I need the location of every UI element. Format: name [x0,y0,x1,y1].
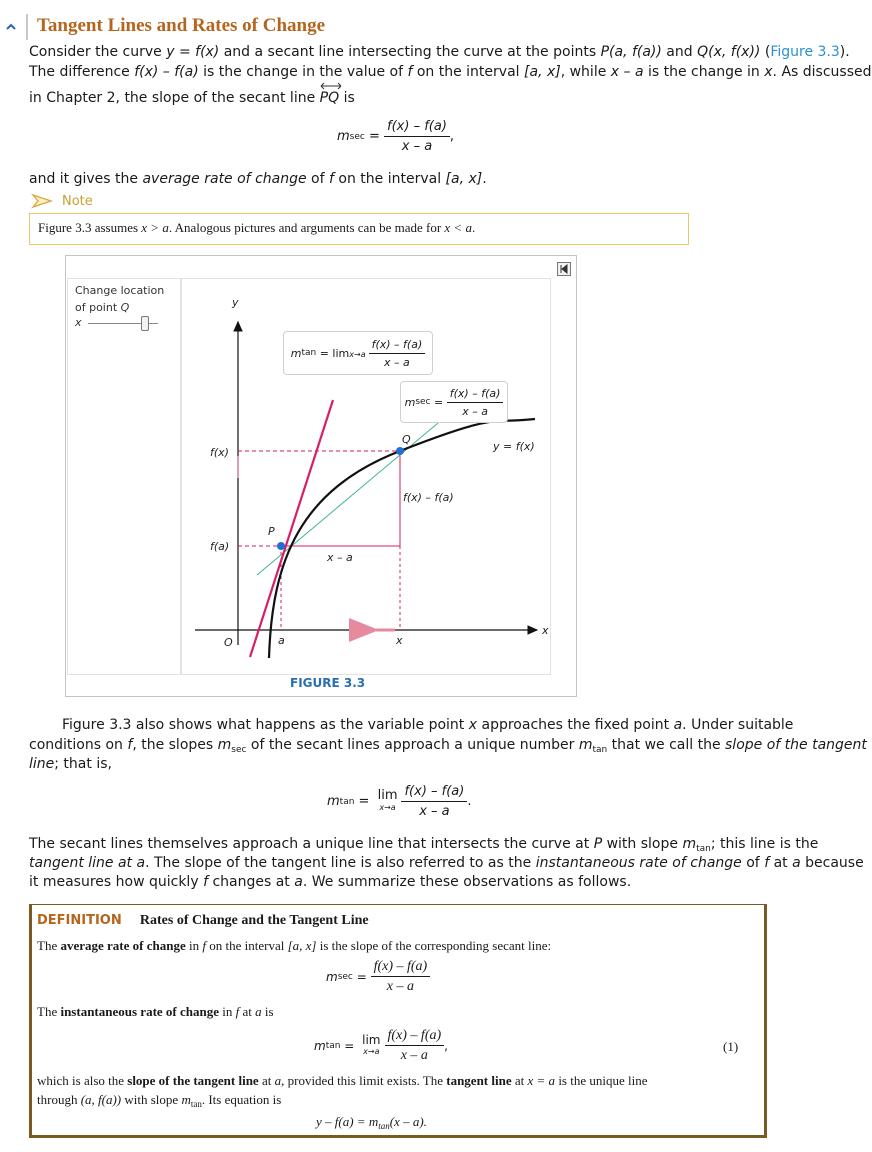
equation-number: (1) [723,1039,739,1054]
intro-line-3: in Chapter 2, the slope of the secant line PQ is [29,89,789,108]
slider-label: x [75,316,82,329]
x-axis-label: x [542,624,549,637]
note-label: Note [62,193,93,209]
origin-label: O [224,636,233,649]
section-title: Tangent Lines and Rates of Change [37,15,326,36]
definition-title: Rates of Change and the Tangent Line [139,913,369,928]
y-axis-label: y [232,296,239,309]
definition-line-4: through (a, f(a)) with slope $m_{tan}$. Its equation is [37,1092,282,1109]
definition-header [37,913,369,929]
definition-line-2: The instantaneous rate of change in f at a is [37,1004,274,1019]
control-label: Change location of point Q [75,284,165,314]
definition-tag: DEFINITION [37,913,122,928]
x-tick-label: x [396,634,403,647]
curve [269,419,535,658]
q-label: Q [402,433,411,446]
tangent-line [250,400,333,657]
curve-label: y = f(x) [493,440,535,453]
figure-caption: FIGURE 3.3 [290,676,366,690]
msec-formula-box: m sec = $\frac{f(x) - f(a)}{x - a}$ [400,381,508,423]
para2-line-2: conditions on f, the slopes $m_{sec}$ of the secant lines approach a unique number $m_{tan}$ that we call the slope of the tangent [29,737,867,755]
point-q[interactable] [396,447,404,455]
mtan-equation: m tan = lim x→a $\frac{f(x) - f(a)}{x - a}$ . [327,784,472,819]
pq-overline: PQ [320,89,339,108]
mtan-formula-box: m tan = lim x→a $\frac{f(x) - f(a)}{x - a}$ [283,331,433,375]
para3-line-3: it measures how quickly f changes at a. We summarize these observations as follows. [29,874,632,890]
avg-rate-line: and it gives the average rate of change of f on the interval [a, x]. [29,171,487,187]
definition-line-1: The average rate of change in f on the interval [a, x] is the slope of the corresponding secant line: [37,938,552,953]
fa-label: f(a) [210,540,230,553]
para2-line-3: line; that is, [29,756,112,772]
run-label: x – a [327,551,353,564]
fx-label: f(x) [210,446,229,459]
definition-line-3: which is also the slope of the tangent line at a, provided this limit exists. The tangent line at x = a is the unique line [37,1073,648,1088]
intro-line-1: Consider the curve y = f(x) and a secant line intersecting the curve at the points P(a, f(a)) and Q(x, f(x)) (Figure 3.3). [29,44,850,60]
note-box: Figure 3.3 assumes x > a. Analogous pictures and arguments can be made for x < a. [29,213,689,245]
point-p [277,542,285,550]
a-tick-label: a [278,634,285,647]
intro-line-2: The difference f(x) – f(a) is the change in the value of f on the interval [a, x], while x – a is the change in x. As discussed [29,64,872,80]
tangent-line-equation: $y - f(a) = m_{tan}(x - a)$. [316,1114,427,1131]
definition-mtan-eq: m tan = lim x→a $\frac{f(x) - f(a)}{x - a}$ , [314,1028,448,1063]
rise-label: f(x) – f(a) [403,491,454,504]
para2-line-1: Figure 3.3 also shows what happens as the variable point x approaches the fixed point a. Under suitable [62,717,794,733]
p-label: P [268,525,275,538]
msec-equation: m sec = $\frac{f(x) - f(a)}{x - a}$ , [337,119,455,154]
definition-msec-eq: m sec = $\frac{f(x) - f(a)}{x - a}$ [326,958,430,995]
para3-line-2: tangent line at a. The slope of the tangent line is also referred to as the instantaneous rate of change of f at a because [29,855,864,871]
para3-line-1: The secant lines themselves approach a unique line that intersects the curve at P with slope $m_{tan}$; this line is the [29,836,819,854]
figure-link[interactable]: Figure 3.3 [770,44,840,60]
